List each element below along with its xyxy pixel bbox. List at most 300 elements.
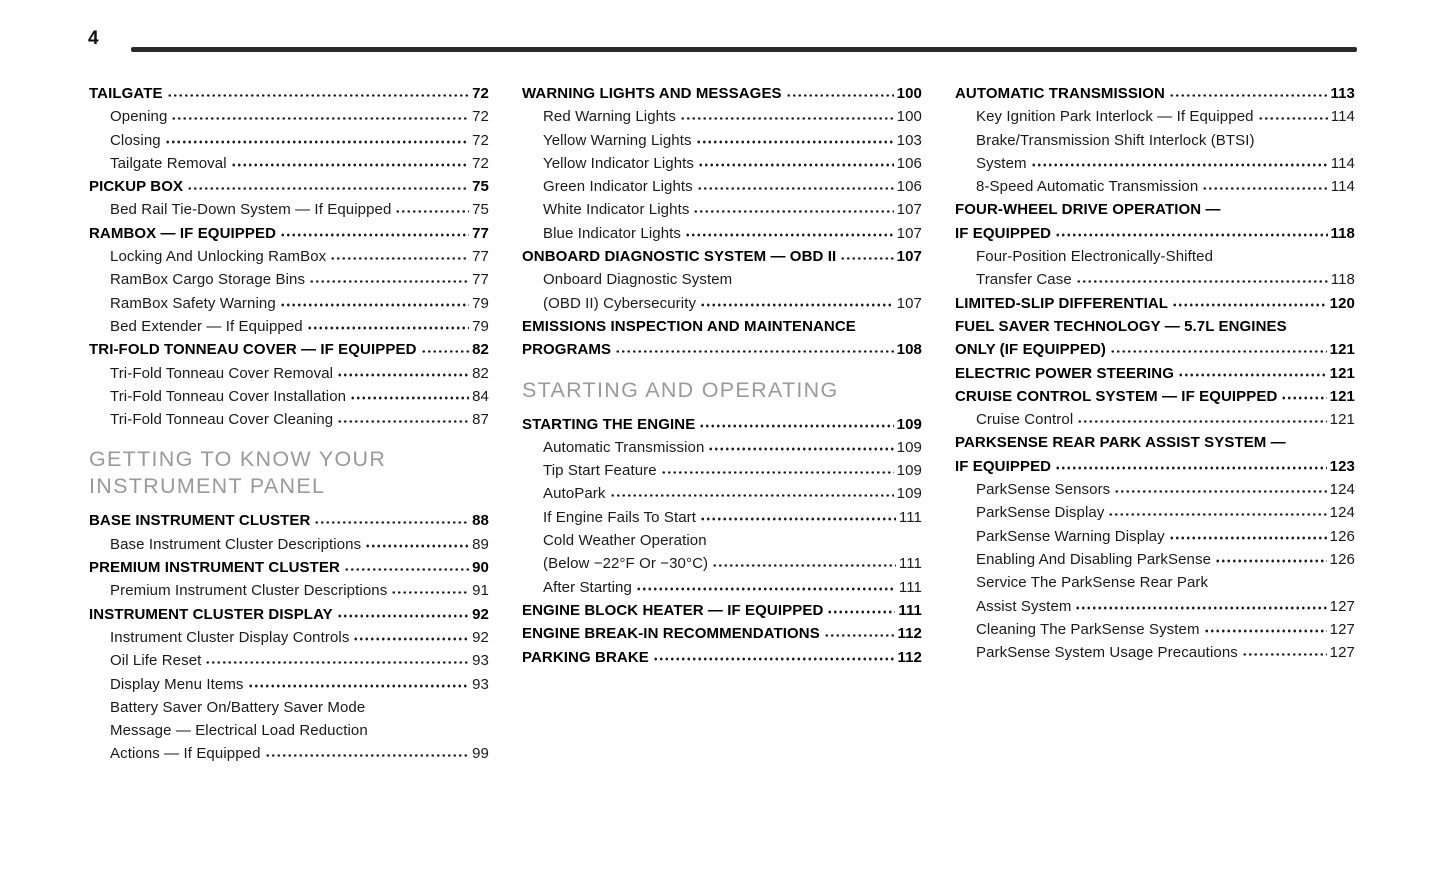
toc-entry-page: 92 — [472, 628, 489, 646]
dot-leader — [344, 560, 469, 572]
section-heading — [522, 377, 922, 404]
toc-entry-line — [955, 222, 1355, 245]
toc-entry-label: RamBox Safety Warning — [110, 294, 276, 312]
toc-entry-label: ENGINE BREAK-IN RECOMMENDATIONS — [522, 625, 820, 643]
toc-entry-page: 109 — [896, 462, 922, 480]
toc-entry-page: 100 — [896, 108, 922, 126]
toc-entry-sub[interactable] — [522, 198, 922, 221]
toc-entry-label: If Engine Fails To Start — [543, 508, 697, 526]
toc-entry-label: AUTOMATIC TRANSMISSION — [955, 85, 1165, 102]
toc-entry-sub[interactable] — [89, 129, 489, 152]
toc-entry-label: Bed Extender — If Equipped — [110, 317, 303, 335]
toc-entry-main[interactable] — [955, 82, 1355, 105]
toc-entry-label: Closing — [110, 131, 161, 149]
toc-entry-page: 127 — [1329, 644, 1355, 662]
toc-entry-sub[interactable] — [522, 482, 922, 505]
dot-leader — [1076, 272, 1328, 284]
toc-entry-sub[interactable] — [955, 478, 1355, 501]
toc-entry-line — [543, 152, 922, 175]
header-rule — [131, 47, 1357, 52]
toc-entry-text-line: EMISSIONS INSPECTION AND MAINTENANCE — [522, 317, 856, 335]
dot-leader — [700, 296, 894, 308]
toc-entry-text-line: PARKSENSE REAR PARK ASSIST SYSTEM — — [955, 434, 1286, 452]
toc-entry-page: 107 — [896, 294, 922, 312]
dot-leader — [661, 463, 894, 475]
toc-entry-label: Green Indicator Lights — [543, 178, 693, 196]
toc-entry-sub[interactable] — [89, 649, 489, 672]
toc-entry-label: ParkSense Sensors — [976, 481, 1111, 499]
dot-leader — [1281, 389, 1326, 401]
toc-entry-main[interactable] — [522, 82, 922, 105]
dot-leader — [693, 202, 893, 214]
toc-entry-line — [976, 618, 1355, 641]
toc-entry-label: Instrument Cluster Display Controls — [110, 628, 350, 646]
toc-entry-line — [110, 292, 489, 315]
toc-entry-line — [955, 385, 1355, 408]
dot-leader — [1031, 156, 1328, 168]
toc-entry-text-line: Four-Position Electronically-Shifted — [976, 248, 1214, 266]
toc-entry-main[interactable] — [522, 622, 922, 645]
dot-leader — [280, 296, 469, 308]
toc-entry-sub[interactable] — [89, 696, 489, 766]
toc-entry-page: 72 — [472, 154, 489, 172]
toc-entry-label: Oil Life Reset — [110, 652, 202, 670]
toc-entry-page: 87 — [472, 411, 489, 429]
toc-entry-sub[interactable] — [89, 533, 489, 556]
toc-entry-line — [543, 482, 922, 505]
dot-leader — [685, 226, 894, 238]
toc-entry-label: ParkSense System Usage Precautions — [976, 644, 1238, 662]
toc-entry-line — [543, 175, 922, 198]
toc-entry-label: STARTING THE ENGINE — [522, 415, 696, 433]
toc-entry-line — [522, 599, 922, 622]
toc-entry-sub[interactable] — [955, 641, 1355, 664]
toc-entry-sub[interactable] — [955, 571, 1355, 618]
dot-leader — [1202, 179, 1328, 191]
toc-entry-sub[interactable] — [522, 268, 922, 315]
toc-entry-line — [110, 533, 489, 556]
toc-entry-sub[interactable] — [522, 152, 922, 175]
dot-leader — [610, 486, 894, 498]
toc-entry-page: 77 — [472, 224, 489, 242]
toc-entry-page: 84 — [472, 387, 489, 405]
toc-entry-main[interactable] — [955, 431, 1355, 478]
toc-entry-label: Cruise Control — [976, 411, 1074, 429]
toc-entry-page: 109 — [896, 415, 922, 433]
toc-entry-page: 126 — [1329, 527, 1355, 545]
toc-entry-label: (Below −22°F Or −30°C) — [543, 555, 709, 573]
toc-entry-label: Blue Indicator Lights — [543, 224, 682, 242]
toc-entry-sub[interactable] — [955, 618, 1355, 641]
toc-entry-label: ELECTRIC POWER STEERING — [955, 364, 1174, 382]
toc-entry-page: 111 — [898, 555, 922, 573]
toc-entry-page: 121 — [1329, 387, 1355, 405]
toc-entry-label: ONBOARD DIAGNOSTIC SYSTEM — OBD II — [522, 248, 837, 266]
dot-leader — [1110, 342, 1327, 354]
toc-entry-line — [522, 82, 922, 105]
toc-entry-main[interactable] — [89, 222, 489, 245]
toc-entry-line — [110, 649, 489, 672]
toc-entry-page: 109 — [896, 438, 922, 456]
dot-leader — [1075, 599, 1326, 611]
toc-entry-page: 99 — [472, 745, 489, 763]
toc-entry-label: IF EQUIPPED — [955, 457, 1052, 475]
toc-entry-main[interactable] — [955, 362, 1355, 385]
toc-entry-line — [110, 385, 489, 408]
toc-entry-line — [976, 175, 1355, 198]
toc-entry-line — [976, 595, 1355, 618]
toc-entry-sub[interactable] — [955, 105, 1355, 128]
toc-entry-label: PREMIUM INSTRUMENT CLUSTER — [89, 559, 340, 577]
dot-leader — [1055, 226, 1327, 238]
toc-entry-label: Premium Instrument Cluster Descriptions — [110, 582, 388, 600]
toc-entry-main[interactable] — [955, 385, 1355, 408]
dot-leader — [653, 650, 895, 662]
toc-entry-text-line: Brake/Transmission Shift Interlock (BTSI) — [976, 131, 1255, 149]
toc-entry-sub[interactable] — [89, 408, 489, 431]
toc-entry-label: Red Warning Lights — [543, 108, 676, 126]
toc-entry-label: (OBD II) Cybersecurity — [543, 294, 697, 312]
toc-entry-page: 89 — [472, 535, 489, 553]
toc-entry-text-line: Onboard Diagnostic System — [543, 271, 733, 289]
toc-entry-label: Yellow Warning Lights — [543, 131, 692, 149]
dot-leader — [391, 583, 469, 595]
toc-entry-sub[interactable] — [955, 548, 1355, 571]
toc-entry-line — [543, 129, 922, 152]
dot-leader — [1114, 482, 1326, 494]
toc-entry-page: 107 — [896, 224, 922, 242]
toc-entry-label: Actions — If Equipped — [110, 745, 261, 763]
toc-entry-page: 100 — [896, 85, 922, 102]
toc-entry-label: CRUISE CONTROL SYSTEM — IF EQUIPPED — [955, 387, 1278, 405]
toc-entry-sub[interactable] — [89, 385, 489, 408]
toc-entry-main[interactable] — [89, 603, 489, 626]
dot-leader — [330, 249, 469, 261]
dot-leader — [395, 202, 469, 214]
toc-entry-page: 88 — [472, 512, 489, 530]
toc-entry-line — [543, 459, 922, 482]
dot-leader — [696, 133, 894, 145]
toc-entry-page: 121 — [1329, 364, 1355, 382]
toc-entry-line — [110, 362, 489, 385]
toc-entry-line — [110, 742, 489, 765]
toc-entry-sub[interactable] — [89, 152, 489, 175]
dot-leader — [1108, 505, 1326, 517]
toc-entry-sub[interactable] — [955, 129, 1355, 176]
toc-entry-text-line: FOUR-WHEEL DRIVE OPERATION — — [955, 201, 1221, 219]
toc-entry-line — [976, 105, 1355, 128]
toc-entry-line — [522, 622, 922, 645]
toc-entry-text-line: Battery Saver On/Battery Saver Mode — [110, 698, 366, 716]
toc-entry-label: Automatic Transmission — [543, 438, 705, 456]
toc-entry-label: ParkSense Warning Display — [976, 527, 1165, 545]
toc-entry-text-line: Message — Electrical Load Reduction — [110, 722, 368, 740]
toc-entry-page: 107 — [896, 248, 922, 266]
toc-entry-main[interactable] — [89, 82, 489, 105]
section-heading-line: INSTRUMENT PANEL — [89, 474, 326, 499]
toc-entry-label: RamBox Cargo Storage Bins — [110, 271, 306, 289]
toc-entry-line — [976, 478, 1355, 501]
toc-entry-page: 111 — [898, 601, 922, 619]
toc-entry-label: WARNING LIGHTS AND MESSAGES — [522, 85, 782, 102]
toc-entry-sub[interactable] — [522, 459, 922, 482]
toc-entry-main[interactable] — [955, 198, 1355, 245]
toc-entry-page: 118 — [1330, 224, 1355, 242]
toc-entry-page: 120 — [1329, 294, 1355, 312]
toc-entry-sub[interactable] — [955, 408, 1355, 431]
dot-leader — [708, 440, 893, 452]
toc-entry-label: ENGINE BLOCK HEATER — IF EQUIPPED — [522, 601, 824, 619]
dot-leader — [231, 156, 469, 168]
dot-leader — [280, 226, 469, 238]
toc-entry-label: LIMITED-SLIP DIFFERENTIAL — [955, 294, 1169, 312]
toc-entry-sub[interactable] — [955, 525, 1355, 548]
toc-entry-page: 106 — [896, 178, 922, 196]
toc-entry-line — [976, 152, 1355, 175]
toc-entry-page: 72 — [472, 131, 489, 149]
toc-entry-sub[interactable] — [522, 222, 922, 245]
section-heading — [89, 446, 489, 500]
toc-entry-sub[interactable] — [522, 436, 922, 459]
toc-entry-line — [110, 579, 489, 602]
toc-entry-line — [955, 292, 1355, 315]
toc-entry-label: RAMBOX — IF EQUIPPED — [89, 224, 277, 242]
toc-entry-label: Enabling And Disabling ParkSense — [976, 550, 1212, 568]
toc-entry-page: 82 — [472, 341, 489, 359]
toc-entry-line — [110, 315, 489, 338]
toc-entry-text-line: Service The ParkSense Rear Park — [976, 574, 1209, 592]
toc-entry-main[interactable] — [522, 245, 922, 268]
toc-entry-page: 103 — [896, 131, 922, 149]
toc-entry-text-line: Cold Weather Operation — [543, 532, 707, 550]
toc-entry-label: Tailgate Removal — [110, 154, 227, 172]
toc-entry-page: 75 — [472, 178, 489, 196]
toc-entry-page: 114 — [1330, 108, 1355, 126]
toc-entry-line — [110, 105, 489, 128]
toc-entry-sub[interactable] — [522, 529, 922, 576]
toc-entry-line — [976, 501, 1355, 524]
dot-leader — [698, 156, 894, 168]
dot-leader — [697, 179, 894, 191]
toc-entry-page: 112 — [897, 648, 922, 666]
toc-entry-label: PARKING BRAKE — [522, 648, 649, 666]
toc-entry-sub[interactable] — [522, 506, 922, 529]
toc-entry-sub[interactable] — [89, 626, 489, 649]
toc-entry-sub[interactable] — [955, 501, 1355, 524]
toc-entry-line — [522, 646, 922, 669]
toc-entry-page: 77 — [472, 248, 489, 266]
toc-entry-main[interactable] — [955, 292, 1355, 315]
dot-leader — [165, 133, 469, 145]
toc-entry-main[interactable] — [522, 599, 922, 622]
toc-entry-sub[interactable] — [522, 105, 922, 128]
toc-entry-line — [522, 413, 922, 436]
dot-leader — [1204, 622, 1327, 634]
toc-entry-label: Opening — [110, 108, 168, 126]
toc-entry-sub[interactable] — [89, 579, 489, 602]
dot-leader — [337, 366, 469, 378]
toc-entry-line — [976, 525, 1355, 548]
dot-leader — [1258, 109, 1328, 121]
toc-entry-line — [89, 222, 489, 245]
toc-entry-label: Tip Start Feature — [543, 462, 657, 480]
toc-entry-line — [543, 198, 922, 221]
toc-entry-main[interactable] — [522, 315, 922, 362]
dot-leader — [265, 746, 470, 758]
toc-entry-line — [89, 82, 489, 105]
dot-leader — [615, 342, 894, 354]
dot-leader — [840, 249, 893, 261]
section-heading-line: STARTING AND OPERATING — [522, 377, 839, 402]
toc-entry-label: Tri-Fold Tonneau Cover Removal — [110, 364, 334, 382]
toc-entry-line — [110, 245, 489, 268]
toc-entry-page: 91 — [472, 582, 489, 600]
dot-leader — [171, 109, 469, 121]
toc-entry-page: 107 — [896, 201, 922, 219]
toc-entry-line — [110, 198, 489, 221]
toc-entry-label: Cleaning The ParkSense System — [976, 620, 1200, 638]
dot-leader — [337, 412, 469, 424]
dot-leader — [1215, 552, 1327, 564]
toc-entry-text-line: FUEL SAVER TECHNOLOGY — 5.7L ENGINES — [955, 317, 1287, 335]
dot-leader — [167, 86, 470, 98]
toc-entry-line — [110, 626, 489, 649]
toc-entry-page: 82 — [472, 364, 489, 382]
toc-entry-line — [89, 175, 489, 198]
toc-entry-page: 121 — [1329, 341, 1355, 359]
dot-leader — [187, 179, 469, 191]
toc-entry-page: 109 — [896, 485, 922, 503]
toc-entry-main[interactable] — [89, 175, 489, 198]
toc-entry-label: PROGRAMS — [522, 341, 612, 359]
toc-entry-page: 113 — [1330, 85, 1355, 102]
page-number: 4 — [88, 28, 99, 49]
toc-entry-label: ParkSense Display — [976, 504, 1105, 522]
toc-entry-page: 92 — [472, 605, 489, 623]
toc-column-2 — [522, 82, 922, 766]
toc-entry-label: Bed Rail Tie-Down System — If Equipped — [110, 201, 392, 219]
dot-leader — [1169, 529, 1327, 541]
toc-entry-line — [110, 408, 489, 431]
toc-entry-page: 127 — [1329, 620, 1355, 638]
toc-entry-line — [976, 268, 1355, 291]
toc-entry-line — [110, 152, 489, 175]
toc-entry-main[interactable] — [522, 413, 922, 436]
toc-entry-label: Base Instrument Cluster Descriptions — [110, 535, 362, 553]
toc-entry-main[interactable] — [955, 315, 1355, 362]
dot-leader — [314, 513, 469, 525]
toc-entry-page: 114 — [1330, 154, 1355, 172]
toc-entry-line — [955, 82, 1355, 105]
toc-entry-line — [89, 603, 489, 626]
toc-entry-sub[interactable] — [955, 245, 1355, 292]
toc-entry-label: Tri-Fold Tonneau Cover Cleaning — [110, 411, 334, 429]
toc-entry-line — [110, 129, 489, 152]
toc-entry-label: White Indicator Lights — [543, 201, 690, 219]
toc-entry-line — [543, 436, 922, 459]
toc-entry-line — [89, 509, 489, 532]
dot-leader — [307, 319, 469, 331]
toc-entry-page: 124 — [1329, 504, 1355, 522]
toc-entry-page: 111 — [898, 508, 922, 526]
toc-entry-line — [955, 338, 1355, 361]
toc-entry-page: 108 — [896, 341, 922, 359]
toc-entry-sub[interactable] — [522, 576, 922, 599]
toc-entry-line — [976, 548, 1355, 571]
toc-entry-main[interactable] — [89, 509, 489, 532]
toc-entry-page: 121 — [1329, 411, 1355, 429]
toc-entry-label: ONLY (IF EQUIPPED) — [955, 341, 1106, 359]
toc-entry-sub[interactable] — [89, 268, 489, 291]
dot-leader — [700, 510, 896, 522]
toc-entry-sub[interactable] — [89, 292, 489, 315]
dot-leader — [824, 626, 895, 638]
toc-entry-page: 79 — [472, 294, 489, 312]
toc-entry-label: 8-Speed Automatic Transmission — [976, 178, 1199, 196]
toc-entry-sub[interactable] — [89, 673, 489, 696]
toc-entry-label: PICKUP BOX — [89, 178, 184, 196]
toc-entry-line — [976, 408, 1355, 431]
toc-entry-main[interactable] — [522, 646, 922, 669]
toc-entry-sub[interactable] — [89, 315, 489, 338]
dot-leader — [337, 607, 469, 619]
toc-entry-label: Locking And Unlocking RamBox — [110, 248, 327, 266]
toc-entry-line — [110, 673, 489, 696]
toc-entry-sub[interactable] — [89, 245, 489, 268]
toc-column-1 — [89, 82, 489, 766]
toc-entry-line — [955, 455, 1355, 478]
dot-leader — [353, 630, 469, 642]
dot-leader — [786, 86, 894, 98]
toc-entry-line — [543, 506, 922, 529]
dot-leader — [309, 272, 469, 284]
toc-entry-line — [543, 105, 922, 128]
toc-entry-page: 124 — [1329, 481, 1355, 499]
toc-entry-line — [543, 576, 922, 599]
dot-leader — [636, 580, 896, 592]
toc-entry-sub[interactable] — [955, 175, 1355, 198]
toc-entry-label: Display Menu Items — [110, 675, 244, 693]
toc-entry-label: AutoPark — [543, 485, 606, 503]
toc-entry-main[interactable] — [89, 338, 489, 361]
toc-entry-page: 90 — [472, 559, 489, 577]
dot-leader — [421, 342, 470, 354]
toc-entry-sub[interactable] — [522, 129, 922, 152]
toc-entry-sub[interactable] — [89, 362, 489, 385]
toc-entry-line — [89, 338, 489, 361]
toc-entry-line — [522, 338, 922, 361]
toc-entry-sub[interactable] — [89, 105, 489, 128]
toc-entry-label: Assist System — [976, 597, 1072, 615]
dot-leader — [205, 653, 469, 665]
toc-entry-sub[interactable] — [522, 175, 922, 198]
toc-entry-page: 112 — [897, 625, 922, 643]
dot-leader — [1178, 366, 1327, 378]
toc-entry-sub[interactable] — [89, 198, 489, 221]
toc-entry-line — [976, 641, 1355, 664]
toc-entry-label: TAILGATE — [89, 85, 163, 102]
toc-entry-page: 72 — [472, 85, 489, 102]
toc-entry-page: 111 — [898, 578, 922, 596]
toc-entry-label: Yellow Indicator Lights — [543, 154, 695, 172]
toc-entry-label: TRI-FOLD TONNEAU COVER — IF EQUIPPED — [89, 341, 417, 359]
toc-entry-label: Tri-Fold Tonneau Cover Installation — [110, 387, 347, 405]
toc-entry-page: 77 — [472, 271, 489, 289]
toc-entry-line — [543, 552, 922, 575]
toc-entry-main[interactable] — [89, 556, 489, 579]
toc-entry-page: 106 — [896, 154, 922, 172]
dot-leader — [699, 417, 893, 429]
